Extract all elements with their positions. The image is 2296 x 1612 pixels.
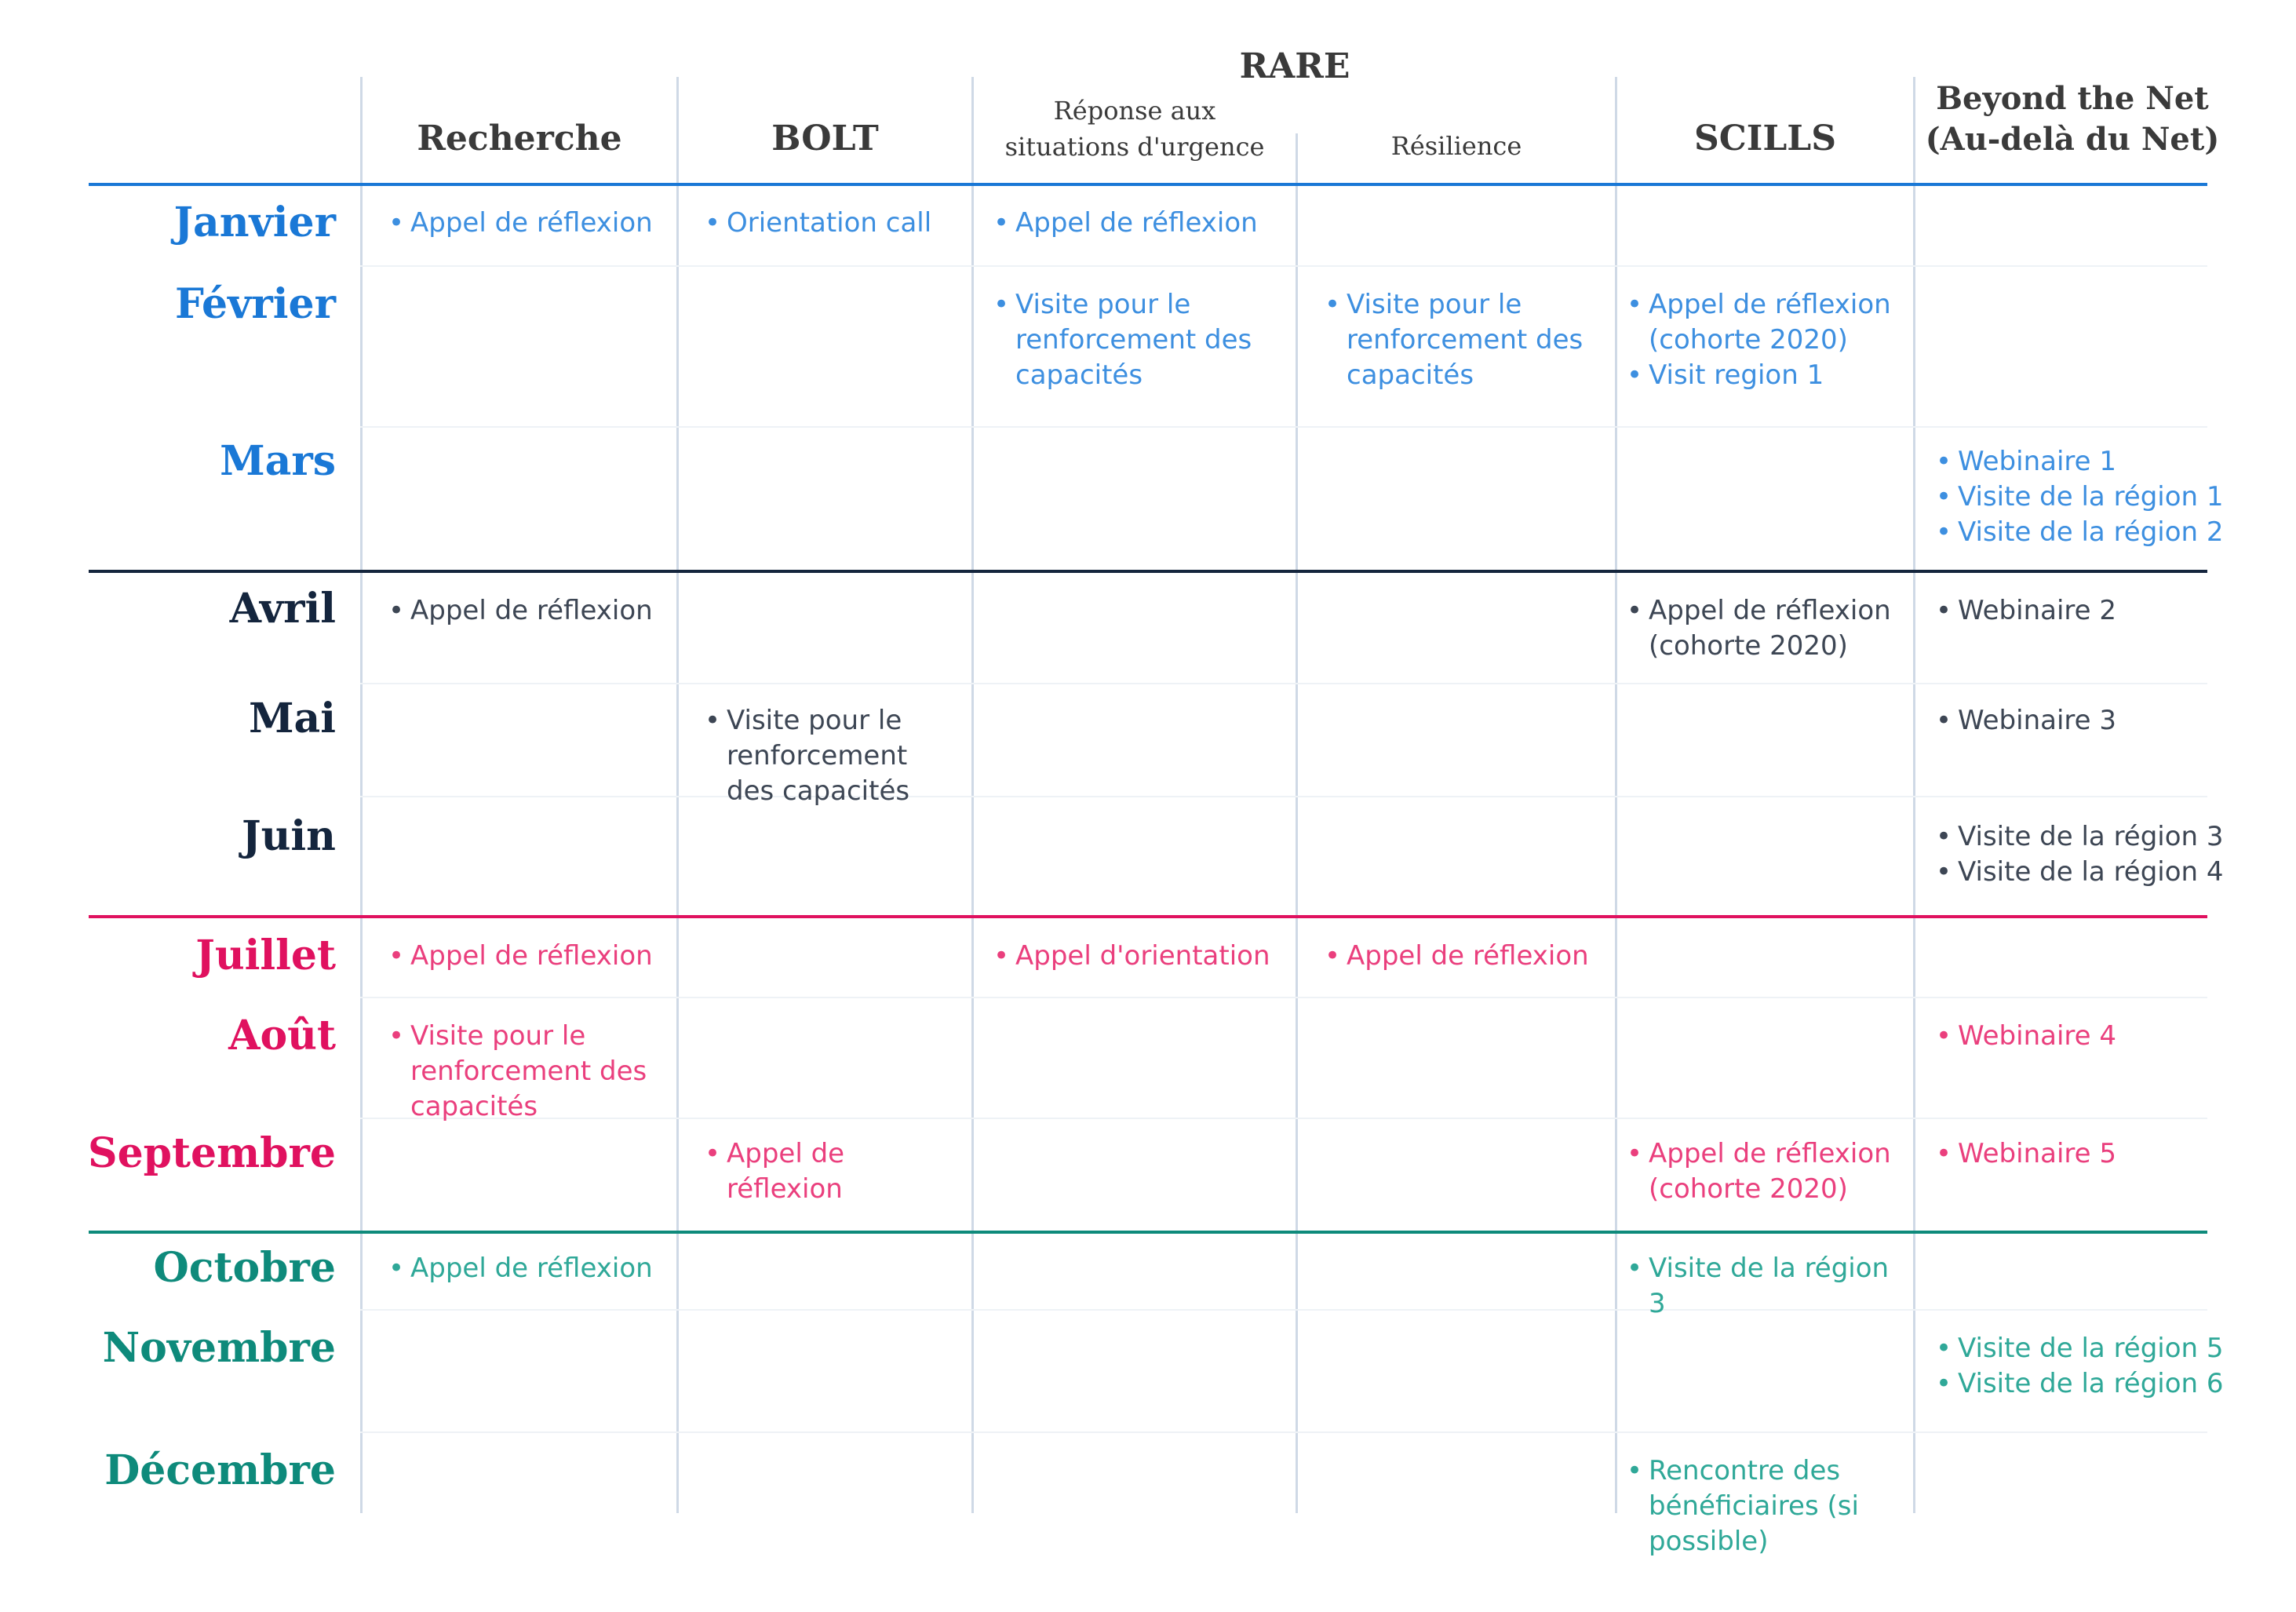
month-label: Octobre [153, 1244, 336, 1292]
activity-item: • Visite de la région 1 [1936, 480, 2280, 515]
activity-item: • Visite de la région 4 [1936, 855, 2280, 890]
row-divider [360, 426, 2207, 428]
activity-item: • Webinaire 4 [1936, 1019, 2280, 1054]
activity-item: • Visit region 1 [1627, 358, 1897, 393]
month-label: Mai [248, 695, 336, 742]
activity-item: • Visite de la région 3 [1627, 1251, 1897, 1322]
activity-item: • Appel de réflexion [388, 939, 655, 974]
month-label: Juillet [195, 932, 336, 979]
activity-item: • Appel de réflexion (cohorte 2020) [1627, 287, 1897, 358]
activity-item: • Appel de réflexion [705, 1136, 956, 1207]
cell-bolt [705, 1136, 956, 1207]
row-divider [360, 1309, 2207, 1311]
activity-item: • Visite pour le renforcement des capacités [1325, 287, 1599, 393]
row-divider [360, 796, 2207, 797]
activity-item: • Visite de la région 2 [1936, 515, 2280, 550]
cell-beyond [1936, 1019, 2280, 1054]
activity-item: • Visite pour le renforcement des capacités [388, 1019, 655, 1125]
column-heading-recherche: Recherche [417, 119, 622, 159]
cell-beyond [1936, 703, 2280, 739]
cell-scills [1627, 593, 1897, 664]
activity-item: • Appel de réflexion [388, 1251, 655, 1286]
cell-urgence [993, 287, 1280, 393]
activity-item: • Visite de la région 6 [1936, 1366, 2280, 1402]
column-divider [360, 77, 363, 1513]
activity-item: • Webinaire 2 [1936, 593, 2280, 629]
column-divider [1296, 133, 1298, 1513]
row-divider [360, 683, 2207, 684]
column-heading-beyond [1915, 78, 2229, 160]
activity-item: • Appel de réflexion (cohorte 2020) [1627, 1136, 1897, 1207]
column-heading-beyond-line1: Beyond the Net [1936, 80, 2209, 117]
activity-item: • Webinaire 3 [1936, 703, 2280, 739]
cell-scills [1627, 287, 1897, 393]
cell-scills [1627, 1453, 1897, 1559]
row-divider [360, 265, 2207, 267]
month-label: Janvier [173, 199, 336, 246]
activity-item: • Visite de la région 5 [1936, 1331, 2280, 1366]
column-divider [676, 77, 679, 1513]
cell-beyond [1936, 1331, 2280, 1402]
column-divider [971, 77, 974, 1513]
activity-item: • Appel de réflexion [1325, 939, 1599, 974]
month-label: Février [174, 280, 336, 328]
column-heading-beyond-line2: (Au-delà du Net) [1925, 121, 2220, 158]
row-divider [360, 1431, 2207, 1433]
cell-urgence [993, 939, 1280, 974]
month-label: Mars [220, 437, 336, 485]
cell-resilience [1325, 287, 1599, 393]
cell-beyond [1936, 1136, 2280, 1172]
activity-item: • Appel de réflexion [388, 593, 655, 629]
column-divider [1615, 77, 1617, 1513]
column-heading-resilience: Résilience [1390, 131, 1522, 161]
quarter-divider-q1 [89, 183, 2207, 186]
activity-item: • Visite pour le renforcement des capacités [705, 703, 956, 809]
activity-item: • Visite pour le renforcement des capacités [993, 287, 1280, 393]
column-heading-urgence-line1: Réponse aux [1053, 96, 1216, 126]
cell-bolt [705, 206, 956, 241]
activity-item: • Rencontre des bénéficiaires (si possible) [1627, 1453, 1897, 1559]
cell-recherche [388, 593, 655, 629]
activity-item: • Orientation call [705, 206, 956, 241]
cell-beyond [1936, 593, 2280, 629]
activity-item: • Visite de la région 3 [1936, 819, 2280, 855]
cell-recherche [388, 1019, 655, 1125]
column-heading-urgence [974, 93, 1296, 165]
cell-bolt [705, 703, 956, 809]
quarter-divider-q2 [89, 570, 2207, 573]
activity-item: • Appel d'orientation [993, 939, 1280, 974]
cell-scills [1627, 1136, 1897, 1207]
cell-resilience [1325, 939, 1599, 974]
rare-group-heading: RARE [1239, 46, 1350, 86]
cell-recherche [388, 206, 655, 241]
row-divider [360, 997, 2207, 998]
column-heading-urgence-line2: situations d'urgence [1004, 132, 1265, 162]
month-label: Novembre [102, 1324, 336, 1372]
cell-urgence [993, 206, 1280, 241]
month-label: Avril [229, 585, 336, 633]
month-label: Août [228, 1012, 336, 1059]
cell-beyond [1936, 819, 2280, 890]
activity-item: • Webinaire 1 [1936, 444, 2280, 480]
activity-item: • Webinaire 5 [1936, 1136, 2280, 1172]
quarter-divider-q3 [89, 915, 2207, 918]
column-heading-bolt: BOLT [771, 119, 879, 159]
activity-item: • Appel de réflexion [993, 206, 1280, 241]
cell-recherche [388, 939, 655, 974]
month-label: Septembre [88, 1129, 336, 1177]
column-divider [1913, 77, 1915, 1513]
month-label: Décembre [104, 1446, 336, 1494]
cell-scills [1627, 1251, 1897, 1322]
activity-item: • Appel de réflexion [388, 206, 655, 241]
cell-recherche [388, 1251, 655, 1286]
month-label: Juin [242, 812, 336, 860]
quarter-divider-q4 [89, 1231, 2207, 1234]
activity-item: • Appel de réflexion (cohorte 2020) [1627, 593, 1897, 664]
column-heading-scills: SCILLS [1693, 119, 1837, 159]
cell-beyond [1936, 444, 2280, 550]
